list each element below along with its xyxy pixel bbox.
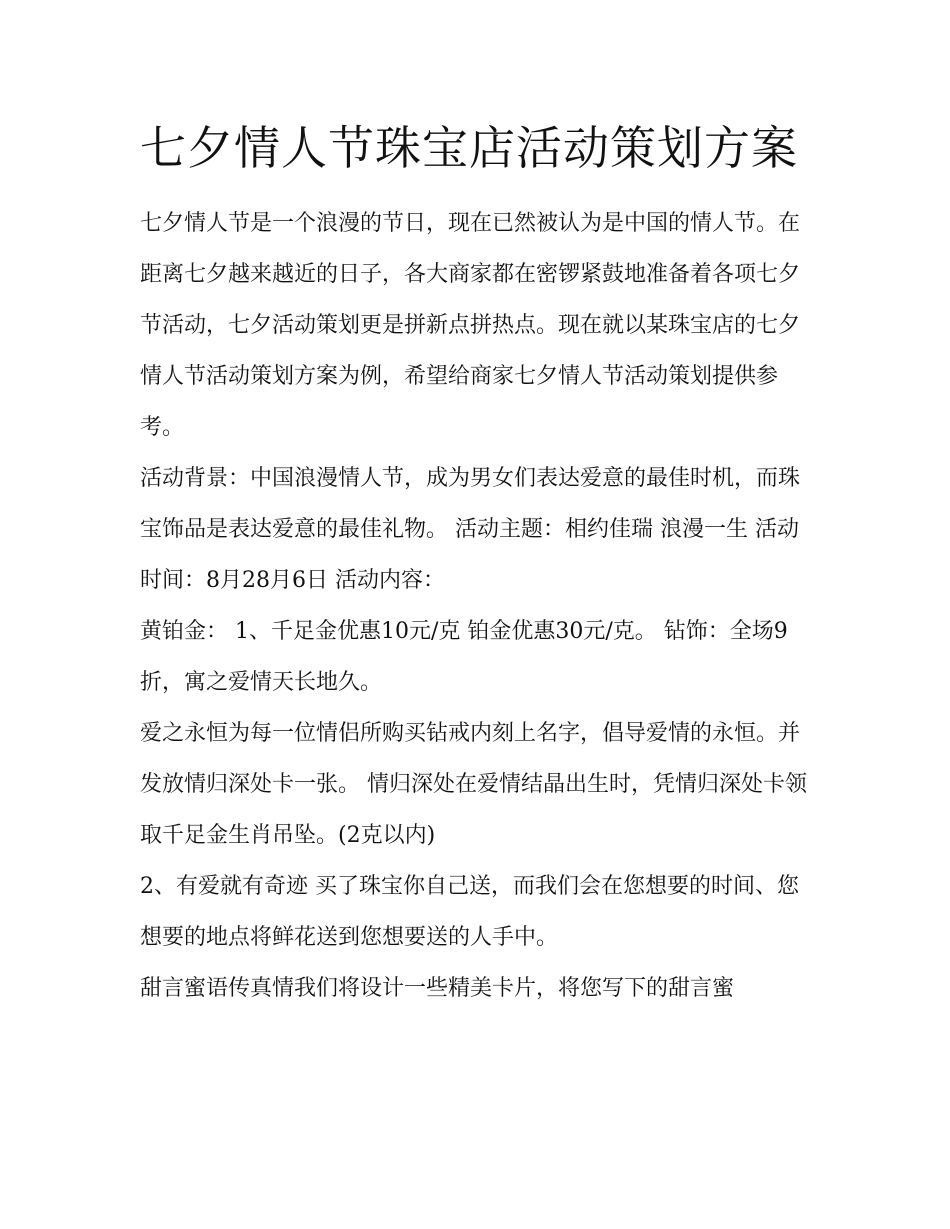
sweet-words-paragraph: 甜言蜜语传真情我们将设计一些精美卡片，将您写下的甜言蜜 [140, 976, 735, 1001]
document-page [140, 108, 812, 1014]
eternal-love-paragraph: 爱之永恒为每一位情侣所购买钻戒内刻上名字，倡导爱情的永恒。并发放情归深处卡一张。 情归深处在爱情结晶出生时，凭情归深处卡领取千足金生肖吊坠。(2克以内) [140, 721, 807, 848]
miracle-paragraph: 2、有爱就有奇迹 买了珠宝你自己送，而我们会在您想要的时间、您想要的地点将鲜花送到您想要送的人手中。 [140, 874, 799, 950]
document-title: 七夕情人节珠宝店活动策划方案 [140, 121, 798, 175]
platinum-gold-paragraph: 黄铂金： 1、千足金优惠10元/克 铂金优惠30元/克。 钻饰：全场9折，寓之爱情天长地久。 [140, 619, 788, 695]
intro-paragraph: 七夕情人节是一个浪漫的节日，现在已然被认为是中国的情人节。在距离七夕越来越近的日子，各大商家都在密锣紧鼓地准备着各项七夕节活动，七夕活动策划更是拼新点拼热点。现在就以某珠宝店的七夕情人节活动策划方案为例，希望给商家七夕情人节活动策划提供参考。 [140, 211, 801, 440]
background-paragraph: 活动背景：中国浪漫情人节，成为男女们表达爱意的最佳时机，而珠宝饰品是表达爱意的最佳礼物。 活动主题：相约佳瑞 浪漫一生 活动时间：8月28月6日 活动内容： [140, 466, 801, 593]
